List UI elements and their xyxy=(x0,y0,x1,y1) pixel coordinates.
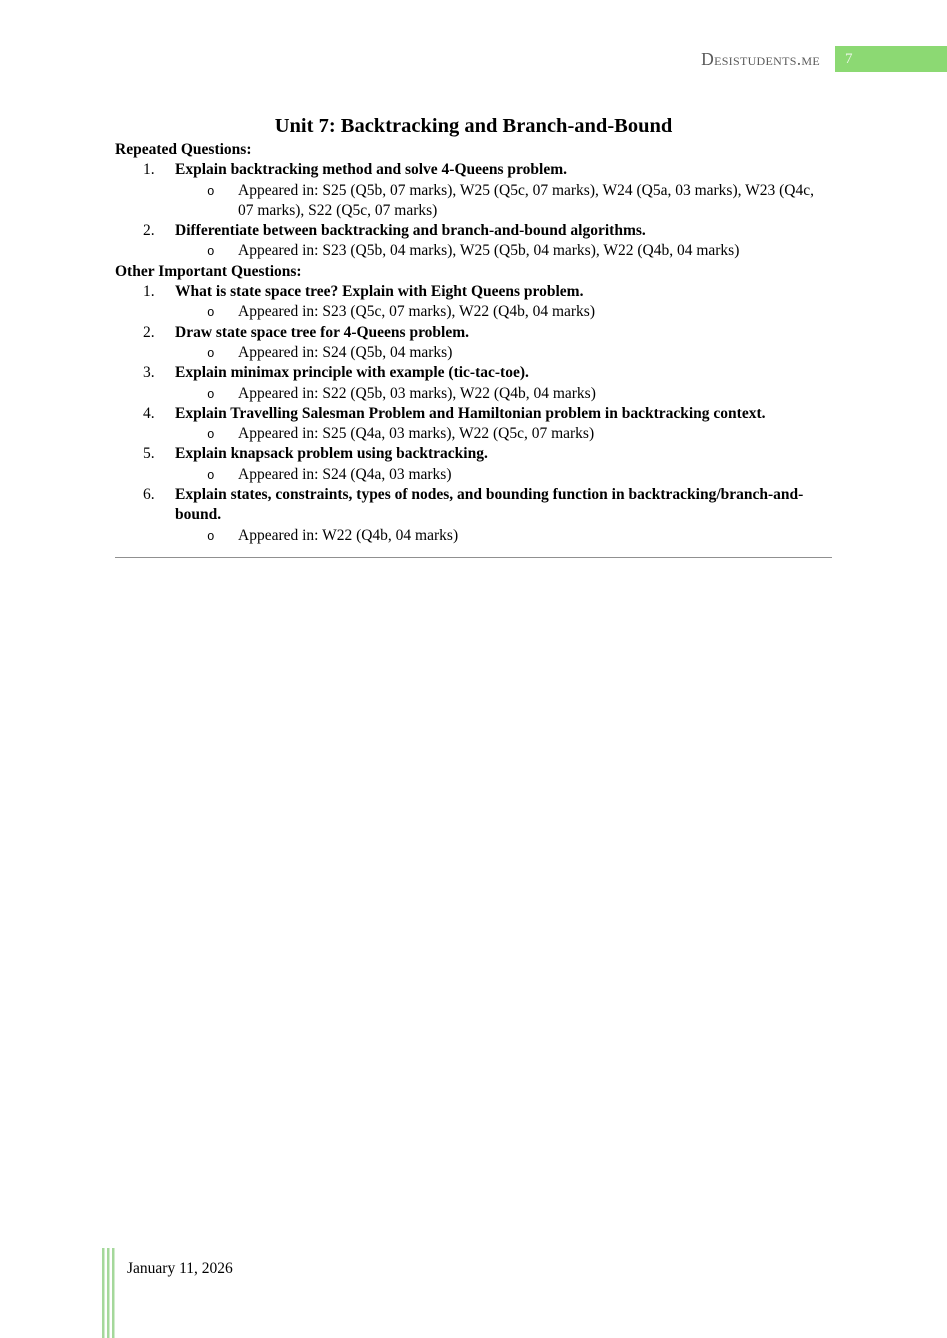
question-text: What is state space tree? Explain with Eight Queens problem. xyxy=(175,283,584,301)
question-item xyxy=(115,485,832,546)
section-repeated-questions xyxy=(115,140,832,262)
question-text: Explain knapsack problem using backtracking. xyxy=(175,445,488,463)
question-text: Explain Travelling Salesman Problem and Hamiltonian problem in backtracking context. xyxy=(175,404,766,422)
question-text: Differentiate between backtracking and branch-and-bound algorithms. xyxy=(175,222,646,240)
question-list xyxy=(115,282,832,546)
question-item xyxy=(115,444,832,485)
appeared-in-note: o Appeared in: S23 (Q5b, 04 marks), W25 (Q5b, 04 marks), W22 (Q4b, 04 marks) xyxy=(115,241,832,261)
page-header xyxy=(701,46,947,72)
section-other-important-questions xyxy=(115,262,832,546)
question-item xyxy=(115,221,832,262)
question-text: Explain minimax principle with example (tic-tac-toe). xyxy=(175,364,529,382)
appeared-in-note: o Appeared in: S25 (Q5b, 07 marks), W25 (Q5c, 07 marks), W24 (Q5a, 03 marks), W23 (Q4c, 07 marks), S22 (Q5c, 07 marks) xyxy=(115,181,832,222)
question-list xyxy=(115,160,832,261)
appeared-in-note: o Appeared in: W22 (Q4b, 04 marks) xyxy=(115,526,832,546)
site-name: Desistudents.me xyxy=(701,49,820,69)
footer-date: January 11, 2026 xyxy=(127,1260,233,1277)
page-title: Unit 7: Backtracking and Branch-and-Bound xyxy=(274,115,673,137)
appeared-in-note: o Appeared in: S24 (Q5b, 04 marks) xyxy=(115,343,832,363)
appeared-in-note: o Appeared in: S25 (Q4a, 03 marks), W22 (Q5c, 07 marks) xyxy=(115,424,832,444)
footer-stripes-decoration xyxy=(102,1248,115,1338)
appeared-in-note: o Appeared in: S22 (Q5b, 03 marks), W22 (Q4b, 04 marks) xyxy=(115,384,832,404)
question-item xyxy=(115,160,832,221)
document-content xyxy=(115,113,832,558)
section-heading: Repeated Questions: xyxy=(115,141,252,158)
appeared-in-note: o Appeared in: S23 (Q5c, 07 marks), W22 (Q4b, 04 marks) xyxy=(115,302,832,322)
section-heading: Other Important Questions: xyxy=(115,262,302,280)
question-item xyxy=(115,282,832,323)
question-item xyxy=(115,404,832,445)
section-divider xyxy=(115,557,832,558)
question-item xyxy=(115,363,832,404)
page-number-badge xyxy=(835,46,947,72)
page-number: 7 xyxy=(845,51,853,67)
question-text: Draw state space tree for 4-Queens problem. xyxy=(175,323,470,341)
appeared-in-note: o Appeared in: S24 (Q4a, 03 marks) xyxy=(115,465,832,485)
question-text: Explain backtracking method and solve 4-Queens problem. xyxy=(175,161,567,179)
question-item xyxy=(115,323,832,364)
question-text: Explain states, constraints, types of nodes, and bounding function in backtracking/branch-and-bound. xyxy=(175,486,804,524)
